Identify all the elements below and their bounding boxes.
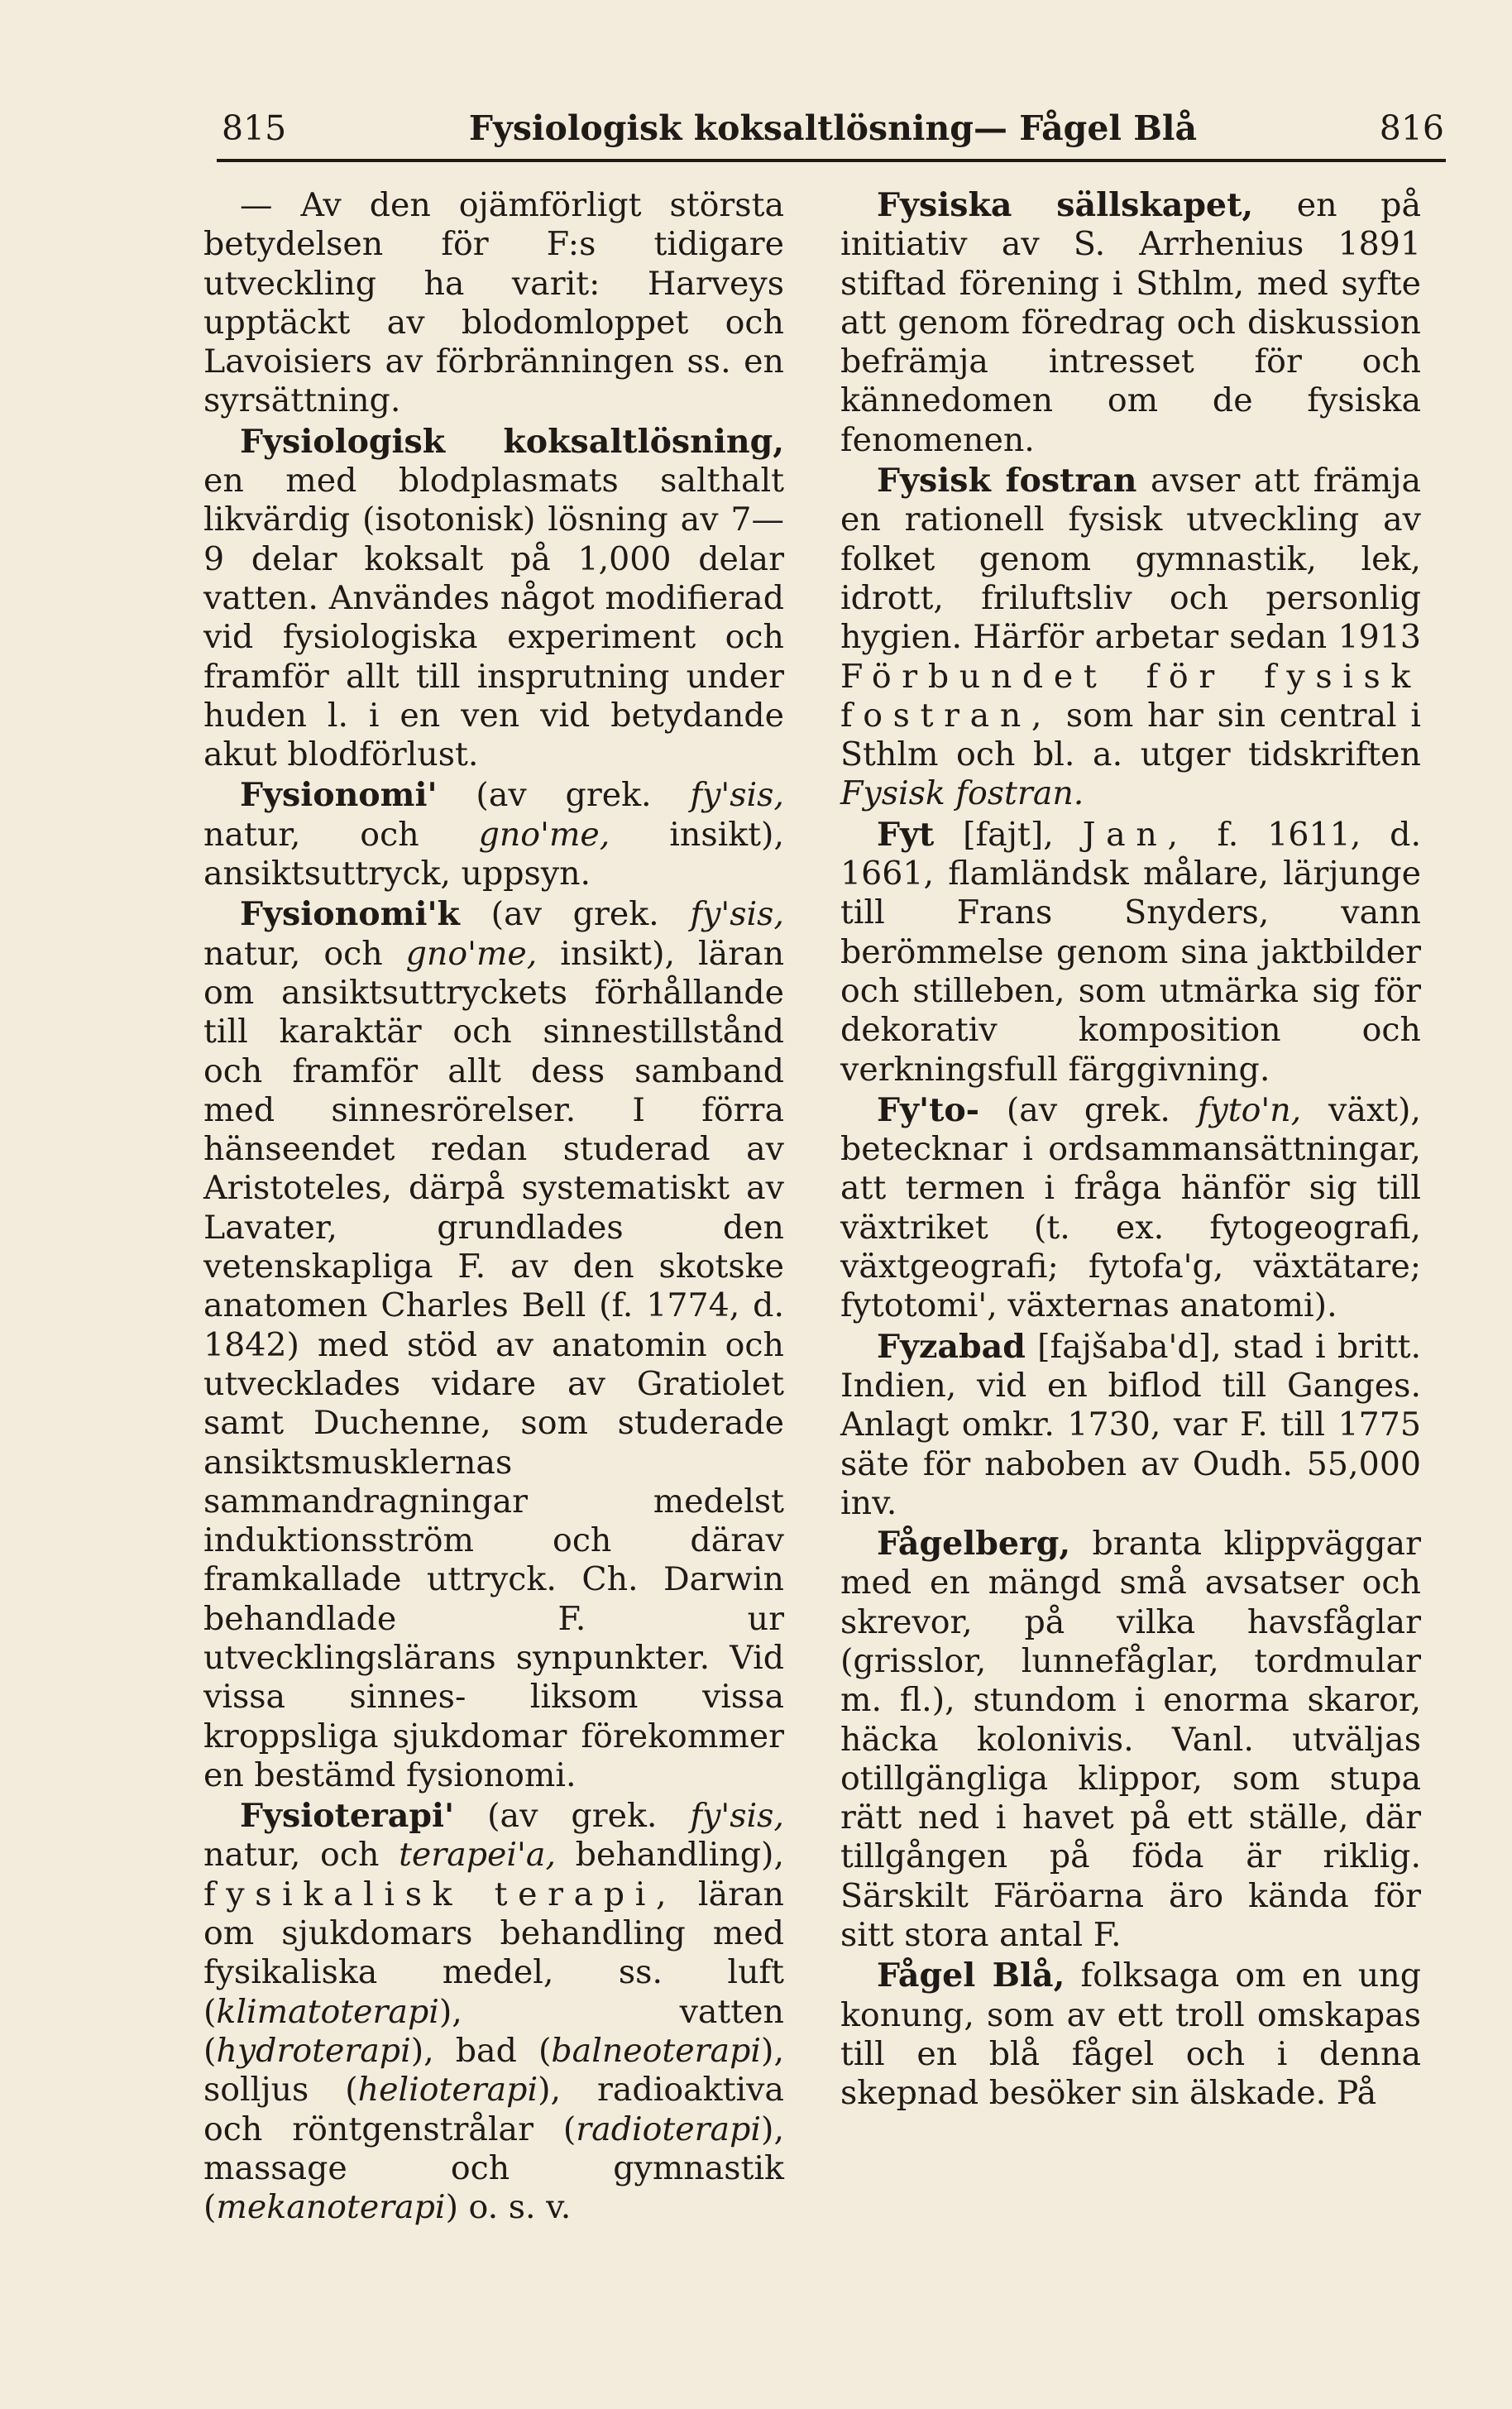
headword: Fysionomi': [240, 776, 438, 815]
entry-fyzabad: Fyzabad [fajšaba'd], stad i britt. Indien, vid en biflod till Ganges. Anlagt omkr. 1730, var F. till 1775 säte för naboben av Oudh. 55,000 inv.: [840, 1327, 1421, 1522]
headword: Fågel Blå,: [877, 1956, 1065, 1995]
headword: Fysioterapi': [240, 1797, 455, 1836]
entry-fagel-bla: Fågel Blå, folksaga om en ung konung, som av ett troll omskapas till en blå fågel och i denna skepnad besöker sin älskade. På: [840, 1956, 1421, 2113]
entry-fagelberg: Fågelberg, branta klippväggar med en mängd små avsatser och skrevor, på vilka havsfåglar (grisslor, lunnefåglar, tordmular m. fl.), stundom i enorma skaror, häcka kolonivis. Vanl. utväljas otillgängliga klippor, som stupa rätt ned i havet på ett ställe, där tillgången på föda är riklig. Särskilt Färöarna äro kända för sitt stora antal F.: [840, 1525, 1421, 1955]
right-column: [840, 186, 1421, 2115]
entry-intro-continuation: — Av den ojämförligt största betydelsen för F:s tidigare utveckling ha varit: Harveys upptäckt av blodomloppet och Lavoisiers av förbränningen ss. en syrsättning.: [203, 186, 784, 420]
headword: Fysiska sällskapet,: [877, 186, 1254, 224]
headword: Fysisk fostran: [877, 462, 1137, 500]
entry-fyt: Fyt [fajt], Jan, f. 1611, d. 1661, flamländsk målare, lärjunge till Frans Snyders, vann berömmelse genom sina jaktbilder och stilleben, som utmärka sig för dekorativ komposition och verkningsfull färggivning.: [840, 815, 1422, 1089]
page-number-left: 815: [222, 108, 287, 148]
entry-fysisk-fostran: Fysisk fostran avser att främja en rationell fysisk utveckling av folket genom gymnastik, lek, idrott, friluftsliv och personlig hygien. Härför arbetar sedan 1913 Förbundet för fysisk fostran, som har sin central i Sthlm och bl. a. utger tidskriften Fysisk fostran.: [840, 462, 1421, 813]
entry-fysiska-sallskapet: Fysiska sällskapet, en på initiativ av S. Arrhenius 1891 stiftad förening i Sthlm, med syfte att genom föredrag och diskussion befrämja intresset för och kännedomen om de fysiska fenomenen.: [840, 186, 1422, 459]
headword: Fågelberg,: [877, 1525, 1071, 1564]
entry-fysionomi: Fysionomi' (av grek. fy'sis, natur, och gno'me, insikt), ansiktsuttryck, uppsyn.: [203, 776, 785, 893]
entry-fyto: Fy'to- (av grek. fyto'n, växt), betecknar i ordsammansättningar, att termen i fråga hänför sig till växtriket (t. ex. fytogeografi, växtgeografi; fytofa'g, växtätare; fytotomi', växternas anatomi).: [840, 1090, 1421, 1325]
headword: Fysionomi'k: [240, 895, 460, 934]
running-header: [222, 98, 1444, 159]
headword: Fyt: [877, 815, 935, 854]
entry-fysionomik: Fysionomi'k (av grek. fy'sis, natur, och gno'me, insikt), läran om ansiktsuttryckets förhållande till karaktär och sinnestillstånd och framför allt dess samband med sinnesrörelser. I förra hänseendet redan studerad av Aristoteles, därpå systematiskt av Lavater, grundlades den vetenskapliga F. av den skotske anatomen Charles Bell (f. 1774, d. 1842) med stöd av anatomin och utvecklades vidare av Gratiolet samt Duchenne, som studerade ansiktsmusklernas sammandragningar medelst induktionsström och därav framkallade uttryck. Ch. Darwin behandlade F. ur utvecklingslärans synpunkter. Vid vissa sinnes- liksom vissa kroppsliga sjukdomar förekommer en bestämd fysionomi.: [203, 895, 785, 1794]
entry-fysiologisk-koksaltlosning: Fysiologisk koksaltlösning, en med blodplasmats salthalt likvärdig (isotonisk) lösning av 7—9 delar koksalt på 1,000 delar vatten. Användes något modifierad vid fysiologiska experiment och framför allt till insprutning under huden l. i en ven vid betydande akut blodförlust.: [203, 422, 784, 774]
headword: Fyzabad: [877, 1327, 1026, 1366]
header-rule: [217, 159, 1446, 162]
headword: Fy'to-: [877, 1090, 980, 1129]
page-number-right: 816: [1379, 108, 1444, 148]
left-column: [203, 186, 784, 2229]
headword: Fysiologisk koksaltlösning,: [240, 422, 784, 461]
header-title: Fysiologisk koksaltlösning— Fågel Blå: [468, 108, 1198, 148]
entry-fysioterapi: Fysioterapi' (av grek. fy'sis, natur, och terapei'a, behandling), fysikalisk terapi, läran om sjukdomars behandling med fysikaliska medel, ss. luft (klimatoterapi), vatten (hydroterapi), bad (balneoterapi), solljus (helioterapi), radioaktiva och röntgenstrålar (radioterapi), massage och gymnastik (mekanoterapi) o. s. v.: [203, 1797, 785, 2227]
